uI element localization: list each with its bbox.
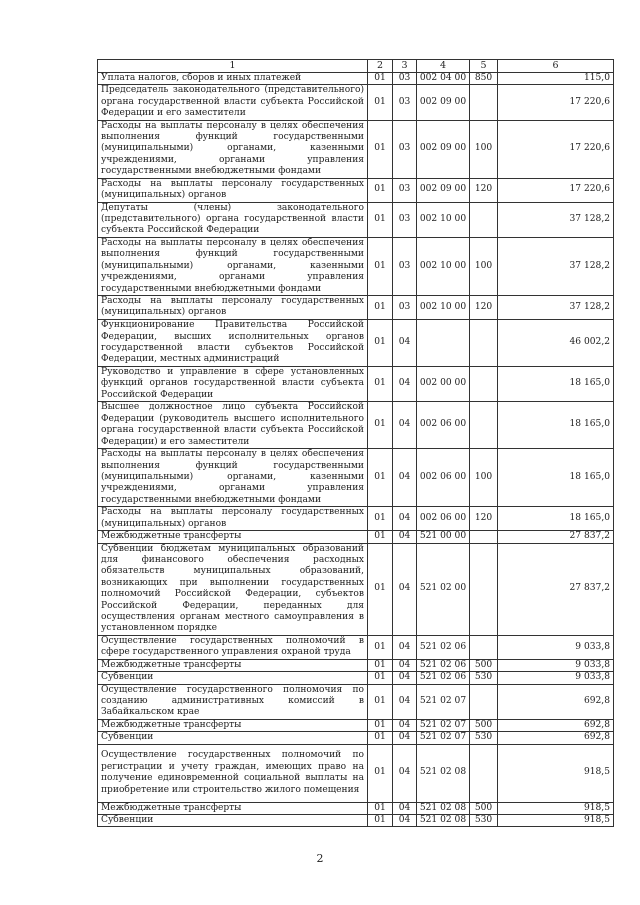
row-target-cell: 521 02 06 [417,659,470,671]
row-subsection-cell: 04 [393,319,417,366]
header-cell-amount: 6 [498,60,614,73]
row-section-cell: 01 [368,85,393,120]
row-target-cell: 521 02 07 [417,719,470,731]
row-target-cell: 002 10 00 [417,202,470,237]
row-section-cell: 01 [368,719,393,731]
row-amount-cell: 18 165,0 [498,449,614,507]
row-expense-type-cell: 530 [470,732,498,744]
table-row [98,85,614,120]
row-expense-type-cell [470,744,498,802]
table-row [98,202,614,237]
row-section-cell: 01 [368,802,393,814]
table-row [98,507,614,531]
row-target-cell: 521 02 07 [417,732,470,744]
row-amount-cell: 18 165,0 [498,366,614,401]
row-expense-type-cell [470,635,498,659]
row-amount-cell: 692,8 [498,732,614,744]
row-section-cell: 01 [368,366,393,401]
row-subsection-cell: 04 [393,732,417,744]
row-expense-type-cell: 500 [470,719,498,731]
row-amount-cell: 46 002,2 [498,319,614,366]
table-row [98,732,614,744]
row-name-cell: Межбюджетные трансферты [98,659,368,671]
row-expense-type-cell: 100 [470,449,498,507]
row-subsection-cell: 04 [393,684,417,719]
row-section-cell: 01 [368,237,393,295]
table-row [98,366,614,401]
row-target-cell: 521 02 06 [417,672,470,684]
row-amount-cell: 692,8 [498,684,614,719]
row-name-cell: Субвенции [98,672,368,684]
row-target-cell: 002 06 00 [417,449,470,507]
row-name-cell: Осуществление государственных полномочий в сфере государственного управления охраной труда [98,635,368,659]
row-amount-cell: 115,0 [498,73,614,85]
row-amount-cell: 37 128,2 [498,295,614,319]
row-target-cell: 002 06 00 [417,507,470,531]
row-section-cell: 01 [368,635,393,659]
row-expense-type-cell [470,202,498,237]
row-name-cell: Функционирование Правительства Российской Федерации, высших исполнительных органов государственной власти субъектов Российской Федерации, местных администраций [98,319,368,366]
row-expense-type-cell: 100 [470,237,498,295]
row-amount-cell: 27 837,2 [498,531,614,543]
header-row [98,60,614,73]
row-amount-cell: 37 128,2 [498,202,614,237]
table-row [98,449,614,507]
row-target-cell: 521 02 07 [417,684,470,719]
row-subsection-cell: 04 [393,672,417,684]
row-name-cell: Руководство и управление в сфере установленных функций органов государственной власти субъекта Российской Федерации [98,366,368,401]
row-section-cell: 01 [368,507,393,531]
row-subsection-cell: 04 [393,659,417,671]
row-expense-type-cell [470,684,498,719]
row-expense-type-cell: 500 [470,802,498,814]
row-expense-type-cell [470,402,498,449]
row-target-cell: 002 09 00 [417,178,470,202]
table-row [98,237,614,295]
row-subsection-cell: 03 [393,178,417,202]
row-target-cell: 002 06 00 [417,402,470,449]
row-name-cell: Расходы на выплаты персоналу государственных (муниципальных) органов [98,178,368,202]
row-section-cell: 01 [368,659,393,671]
row-amount-cell: 9 033,8 [498,659,614,671]
table-row [98,295,614,319]
row-expense-type-cell: 100 [470,120,498,178]
row-target-cell: 002 09 00 [417,85,470,120]
row-expense-type-cell [470,543,498,635]
table-row [98,815,614,827]
row-section-cell: 01 [368,684,393,719]
row-amount-cell: 9 033,8 [498,672,614,684]
row-name-cell: Межбюджетные трансферты [98,719,368,731]
table-row [98,659,614,671]
row-expense-type-cell: 850 [470,73,498,85]
row-expense-type-cell: 530 [470,815,498,827]
table-row [98,531,614,543]
page-number: 2 [316,852,324,865]
row-target-cell: 002 10 00 [417,237,470,295]
row-name-cell: Расходы на выплаты персоналу в целях обеспечения выполнения функций государственными (муниципальными) органами, казенными учреждениями, органами управления государственными внебюджетными фондами [98,449,368,507]
table-row [98,120,614,178]
row-subsection-cell: 04 [393,744,417,802]
row-target-cell: 521 00 00 [417,531,470,543]
row-subsection-cell: 04 [393,449,417,507]
row-amount-cell: 918,5 [498,802,614,814]
row-expense-type-cell: 120 [470,295,498,319]
row-section-cell: 01 [368,815,393,827]
row-subsection-cell: 04 [393,635,417,659]
row-section-cell: 01 [368,402,393,449]
row-subsection-cell: 03 [393,85,417,120]
row-subsection-cell: 03 [393,237,417,295]
row-expense-type-cell: 530 [470,672,498,684]
row-amount-cell: 692,8 [498,719,614,731]
row-target-cell: 521 02 08 [417,815,470,827]
header-cell-name: 1 [98,60,368,73]
row-expense-type-cell: 500 [470,659,498,671]
row-subsection-cell: 04 [393,543,417,635]
row-target-cell: 002 04 00 [417,73,470,85]
row-name-cell: Межбюджетные трансферты [98,531,368,543]
row-name-cell: Уплата налогов, сборов и иных платежей [98,73,368,85]
row-subsection-cell: 03 [393,120,417,178]
row-name-cell: Расходы на выплаты персоналу в целях обеспечения выполнения функций государственными (муниципальными) органами, казенными учреждениями, органами управления государственными внебюджетными фондами [98,237,368,295]
row-subsection-cell: 03 [393,73,417,85]
table-row [98,319,614,366]
row-section-cell: 01 [368,120,393,178]
row-section-cell: 01 [368,531,393,543]
row-section-cell: 01 [368,319,393,366]
row-name-cell: Расходы на выплаты персоналу в целях обеспечения выполнения функций государственными (муниципальными) органами, казенными учреждениями, органами управления государственными внебюджетными фондами [98,120,368,178]
row-expense-type-cell [470,319,498,366]
row-subsection-cell: 04 [393,719,417,731]
row-target-cell: 521 02 08 [417,744,470,802]
row-section-cell: 01 [368,672,393,684]
row-name-cell: Субвенции бюджетам муниципальных образований для финансового обеспечения расходных обязательств муниципальных образований, возникающих при выполнении государственных полномочий Российской Федерации, субъектов Российской Федерации, переданных для осуществления органам местного самоуправления в установленном порядке [98,543,368,635]
row-subsection-cell: 04 [393,802,417,814]
row-section-cell: 01 [368,449,393,507]
table-body [98,73,614,827]
row-target-cell: 002 09 00 [417,120,470,178]
row-target-cell [417,319,470,366]
row-subsection-cell: 04 [393,531,417,543]
row-target-cell: 002 00 00 [417,366,470,401]
row-amount-cell: 17 220,6 [498,85,614,120]
row-amount-cell: 918,5 [498,744,614,802]
row-section-cell: 01 [368,73,393,85]
row-amount-cell: 17 220,6 [498,178,614,202]
row-name-cell: Расходы на выплаты персоналу государственных (муниципальных) органов [98,507,368,531]
row-amount-cell: 18 165,0 [498,507,614,531]
header-cell-target: 4 [417,60,470,73]
row-name-cell: Субвенции [98,732,368,744]
budget-table [97,59,614,827]
table-row [98,672,614,684]
table-header [98,60,614,73]
row-section-cell: 01 [368,202,393,237]
row-name-cell: Расходы на выплаты персоналу государственных (муниципальных) органов [98,295,368,319]
row-name-cell: Высшее должностное лицо субъекта Российской Федерации (руководитель высшего исполнительного органа государственной власти субъекта Российской Федерации) и его заместители [98,402,368,449]
row-amount-cell: 37 128,2 [498,237,614,295]
row-amount-cell: 18 165,0 [498,402,614,449]
row-section-cell: 01 [368,543,393,635]
row-amount-cell: 9 033,8 [498,635,614,659]
row-subsection-cell: 03 [393,202,417,237]
table-row [98,178,614,202]
table-row [98,684,614,719]
table-row [98,73,614,85]
row-target-cell: 521 02 08 [417,802,470,814]
table-row [98,744,614,802]
table-row [98,719,614,731]
row-subsection-cell: 04 [393,507,417,531]
row-section-cell: 01 [368,178,393,202]
table-row [98,543,614,635]
row-target-cell: 002 10 00 [417,295,470,319]
row-amount-cell: 17 220,6 [498,120,614,178]
row-amount-cell: 918,5 [498,815,614,827]
row-expense-type-cell: 120 [470,178,498,202]
row-expense-type-cell: 120 [470,507,498,531]
row-name-cell: Депутаты (члены) законодательного (представительного) органа государственной власти субъекта Российской Федерации [98,202,368,237]
table-row [98,635,614,659]
row-name-cell: Осуществление государственного полномочия по созданию административных комиссий в Забайкальском крае [98,684,368,719]
row-subsection-cell: 04 [393,366,417,401]
row-expense-type-cell [470,531,498,543]
row-subsection-cell: 04 [393,402,417,449]
row-target-cell: 521 02 06 [417,635,470,659]
row-name-cell: Межбюджетные трансферты [98,802,368,814]
row-section-cell: 01 [368,732,393,744]
row-name-cell: Осуществление государственных полномочий по регистрации и учету граждан, имеющих право на получение единовременной социальной выплаты на приобретение или строительство жилого помещения [98,744,368,802]
row-section-cell: 01 [368,295,393,319]
header-cell-section: 2 [368,60,393,73]
row-subsection-cell: 03 [393,295,417,319]
row-expense-type-cell [470,366,498,401]
row-amount-cell: 27 837,2 [498,543,614,635]
header-cell-expense-type: 5 [470,60,498,73]
row-expense-type-cell [470,85,498,120]
row-target-cell: 521 02 00 [417,543,470,635]
row-name-cell: Председатель законодательного (представительного) органа государственной власти субъекта Российской Федерации и его заместители [98,85,368,120]
header-cell-subsection: 3 [393,60,417,73]
table-row [98,802,614,814]
row-section-cell: 01 [368,744,393,802]
row-name-cell: Субвенции [98,815,368,827]
row-subsection-cell: 04 [393,815,417,827]
table-row [98,402,614,449]
